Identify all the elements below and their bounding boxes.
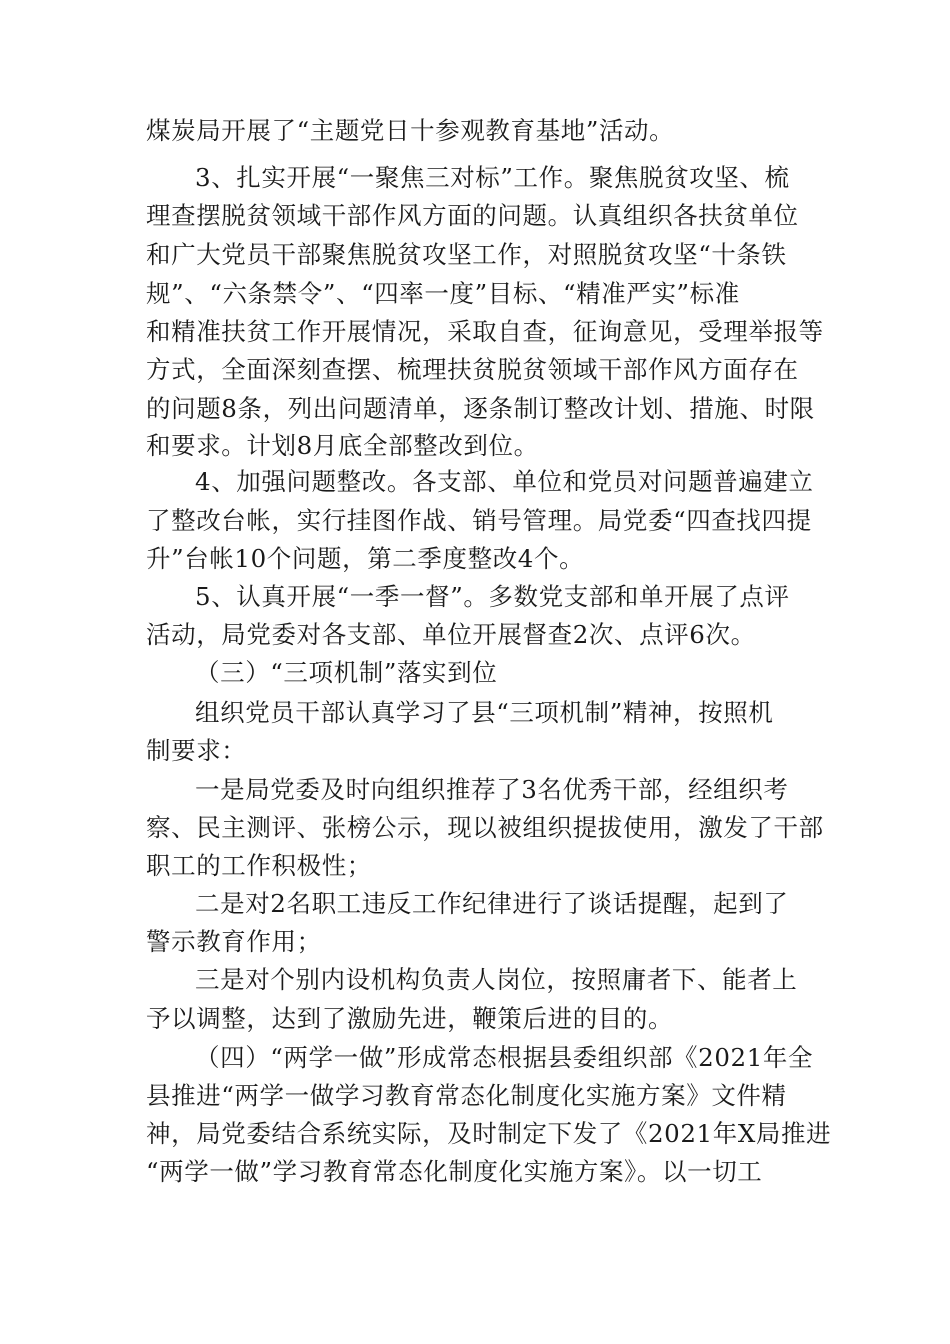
text-line: 煤炭局开展了“主题党日十参观教育基地”活动。 <box>146 116 675 145</box>
section-heading-3: （三）“三项机制”落实到位 <box>195 658 498 687</box>
text-line: 三是对个别内设机构负责人岗位，按照庸者下、能者上 <box>195 965 798 994</box>
text-line: 制要求： <box>146 736 247 765</box>
paragraph-heading-3: 3、扎实开展“一聚焦三对标”工作。聚焦脱贫攻坚、梳 <box>195 163 790 192</box>
text-line: 神，局党委结合系统实际，及时制定下发了《2021年X局推进 <box>146 1119 832 1148</box>
text-line: 和精准扶贫工作开展情况，采取自查，征询意见，受理举报等 <box>146 317 824 346</box>
paragraph-heading-5: 5、认真开展“一季一督”。多数党支部和单开展了点评 <box>195 582 790 611</box>
text-line: 职工的工作积极性； <box>146 851 372 880</box>
text-line: 察、民主测评、张榜公示，现以被组织提拔使用，激发了干部 <box>146 813 824 842</box>
text-line: 的问题8条，列出问题清单，逐条制订整改计划、措施、时限 <box>146 394 815 423</box>
text-line: 一是局党委及时向组织推荐了3名优秀干部，经组织考 <box>195 775 789 804</box>
text-line: 理查摆脱贫领域干部作风方面的问题。认真组织各扶贫单位 <box>146 201 799 230</box>
text-line: 和要求。计划8月底全部整改到位。 <box>146 431 539 460</box>
text-line: 二是对2名职工违反工作纪律进行了谈话提醒，起到了 <box>195 889 789 918</box>
text-line: 规”、“六条禁令”、“四率一度”目标、“精准严实”标准 <box>146 279 740 308</box>
text-line: 升”台帐10个问题，第二季度整改4个。 <box>146 544 585 573</box>
text-line: “两学一做”学习教育常态化制度化实施方案》。以一切工 <box>146 1157 763 1186</box>
text-line: 予以调整，达到了激励先进，鞭策后进的目的。 <box>146 1004 674 1033</box>
text-line: 组织党员干部认真学习了县“三项机制”精神，按照机 <box>195 698 774 727</box>
paragraph-heading-4: 4、加强问题整改。各支部、单位和党员对问题普遍建立 <box>195 467 814 496</box>
text-line: 和广大党员干部聚焦脱贫攻坚工作，对照脱贫攻坚“十条铁 <box>146 240 787 269</box>
text-line: 警示教育作用； <box>146 927 322 956</box>
text-line: 县推进“两学一做学习教育常态化制度化实施方案》文件精 <box>146 1081 787 1110</box>
section-heading-4: （四）“两学一做”形成常态根据县委组织部《2021年全 <box>195 1043 814 1072</box>
text-line: 了整改台帐，实行挂图作战、销号管理。局党委“四查找四提 <box>146 506 812 535</box>
text-line: 方式，全面深刻查摆、梳理扶贫脱贫领域干部作风方面存在 <box>146 355 799 384</box>
text-line: 活动，局党委对各支部、单位开展督查2次、点评6次。 <box>146 620 756 649</box>
